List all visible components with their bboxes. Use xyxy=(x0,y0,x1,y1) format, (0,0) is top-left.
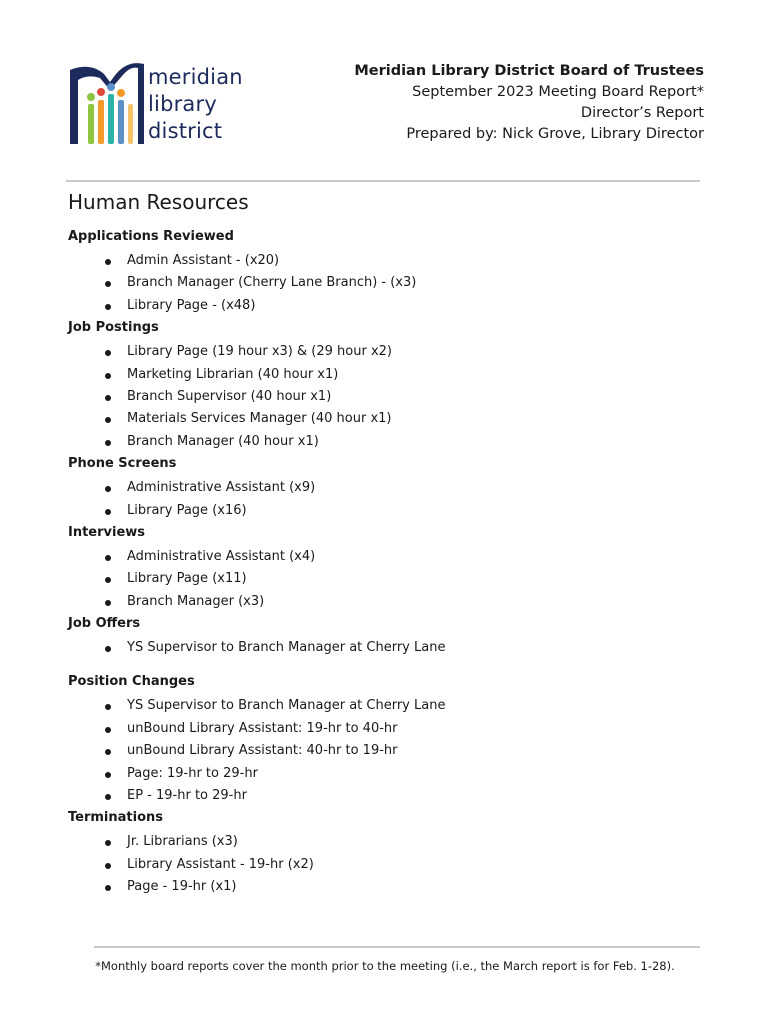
meeting-report-line: September 2023 Meeting Board Report* xyxy=(412,84,704,100)
list-item xyxy=(68,408,708,430)
report-header xyxy=(354,61,704,145)
bullet-icon xyxy=(105,727,111,733)
prepared-by-line: Prepared by: Nick Grove, Library Director xyxy=(406,126,704,142)
bullet-icon xyxy=(105,395,111,401)
hr-content xyxy=(68,226,708,899)
list-item xyxy=(68,295,708,317)
bullet-icon xyxy=(105,794,111,800)
list-item-text: YS Supervisor to Branch Manager at Cherry Lane xyxy=(127,640,446,656)
list-item xyxy=(68,831,708,853)
bullet-icon xyxy=(105,509,111,515)
list-item-text: YS Supervisor to Branch Manager at Cherry Lane xyxy=(127,698,446,714)
group-heading: Interviews xyxy=(68,524,146,540)
bullet-list xyxy=(68,695,708,807)
group-heading: Position Changes xyxy=(68,674,195,690)
bullet-icon xyxy=(105,486,111,492)
list-item xyxy=(68,386,708,408)
list-item xyxy=(68,854,708,876)
list-item xyxy=(68,500,708,522)
bullet-list xyxy=(68,250,708,317)
logo-wordmark xyxy=(148,64,243,145)
bullet-icon xyxy=(105,373,111,379)
list-item-text: Branch Manager (40 hour x1) xyxy=(127,433,319,449)
list-item-text: Administrative Assistant (x4) xyxy=(127,548,316,564)
group-heading: Phone Screens xyxy=(68,456,177,472)
list-item-text: Library Page - (x48) xyxy=(127,297,256,313)
list-item xyxy=(68,876,708,898)
bullet-icon xyxy=(105,555,111,561)
list-item xyxy=(68,431,708,453)
list-item xyxy=(68,591,708,613)
list-item-text: Branch Manager (Cherry Lane Branch) - (x3) xyxy=(127,275,417,291)
list-item xyxy=(68,272,708,294)
bullet-icon xyxy=(105,749,111,755)
list-item-text: Materials Services Manager (40 hour x1) xyxy=(127,411,392,427)
list-item-text: Branch Supervisor (40 hour x1) xyxy=(127,388,332,404)
list-item-text: Library Page (19 hour x3) & (29 hour x2) xyxy=(127,344,392,360)
list-item xyxy=(68,546,708,568)
bullet-icon xyxy=(105,304,111,310)
bullet-list xyxy=(68,341,708,453)
logo-line-3: district xyxy=(148,119,223,143)
list-item-text: Branch Manager (x3) xyxy=(127,593,265,609)
group-heading: Terminations xyxy=(68,810,163,826)
list-item xyxy=(68,364,708,386)
bullet-icon xyxy=(105,646,111,652)
list-item xyxy=(68,785,708,807)
list-item-text: Admin Assistant - (x20) xyxy=(127,253,280,268)
bullet-icon xyxy=(105,600,111,606)
logo-line-1: meridian xyxy=(148,65,243,89)
list-item xyxy=(68,341,708,363)
list-item-text: EP - 19-hr to 29-hr xyxy=(127,788,247,804)
group-heading: Job Offers xyxy=(68,616,141,632)
list-item-text: Administrative Assistant (x9) xyxy=(127,480,316,496)
bullet-icon xyxy=(105,440,111,446)
list-item-text: Page - 19-hr (x1) xyxy=(127,879,237,895)
list-item-text: Library Page (x16) xyxy=(127,502,247,518)
group-heading: Job Postings xyxy=(68,320,159,336)
directors-report-line: Director’s Report xyxy=(580,105,704,121)
bullet-list xyxy=(68,477,708,522)
bullet-list xyxy=(68,637,708,659)
list-item-text: Library Page (x11) xyxy=(127,571,247,587)
bullet-icon xyxy=(105,281,111,287)
list-item-text: Library Assistant - 19-hr (x2) xyxy=(127,856,314,872)
bullet-list xyxy=(68,831,708,898)
bullet-icon xyxy=(105,577,111,583)
list-item xyxy=(68,568,708,590)
logo-line-2: library xyxy=(148,92,217,116)
list-item-text: unBound Library Assistant: 19-hr to 40-hr xyxy=(127,720,398,736)
list-item-text: unBound Library Assistant: 40-hr to 19-hr xyxy=(127,743,398,759)
bullet-icon xyxy=(105,772,111,778)
list-item xyxy=(68,695,708,717)
list-item xyxy=(68,740,708,762)
list-item xyxy=(68,718,708,740)
footnote: *Monthly board reports cover the month prior to the meeting (i.e., the March report is for Feb. 1-28). xyxy=(95,959,675,973)
list-item-text: Page: 19-hr to 29-hr xyxy=(127,765,258,781)
bullet-list xyxy=(68,546,708,613)
bullet-icon xyxy=(105,350,111,356)
bullet-icon xyxy=(105,259,111,265)
footer-divider xyxy=(94,946,700,948)
list-item-text: Marketing Librarian (40 hour x1) xyxy=(127,366,339,382)
board-title: Meridian Library District Board of Trustees xyxy=(354,63,704,79)
bullet-icon xyxy=(105,840,111,846)
group-heading: Applications Reviewed xyxy=(68,229,234,244)
bullet-icon xyxy=(105,885,111,891)
bullet-icon xyxy=(105,863,111,869)
bullet-icon xyxy=(105,704,111,710)
list-item xyxy=(68,477,708,499)
list-item xyxy=(68,250,708,272)
header-divider xyxy=(66,180,700,182)
list-item-text: Jr. Librarians (x3) xyxy=(127,834,238,850)
section-title: Human Resources xyxy=(68,190,249,214)
list-item xyxy=(68,763,708,785)
list-item xyxy=(68,637,708,659)
bullet-icon xyxy=(105,417,111,423)
